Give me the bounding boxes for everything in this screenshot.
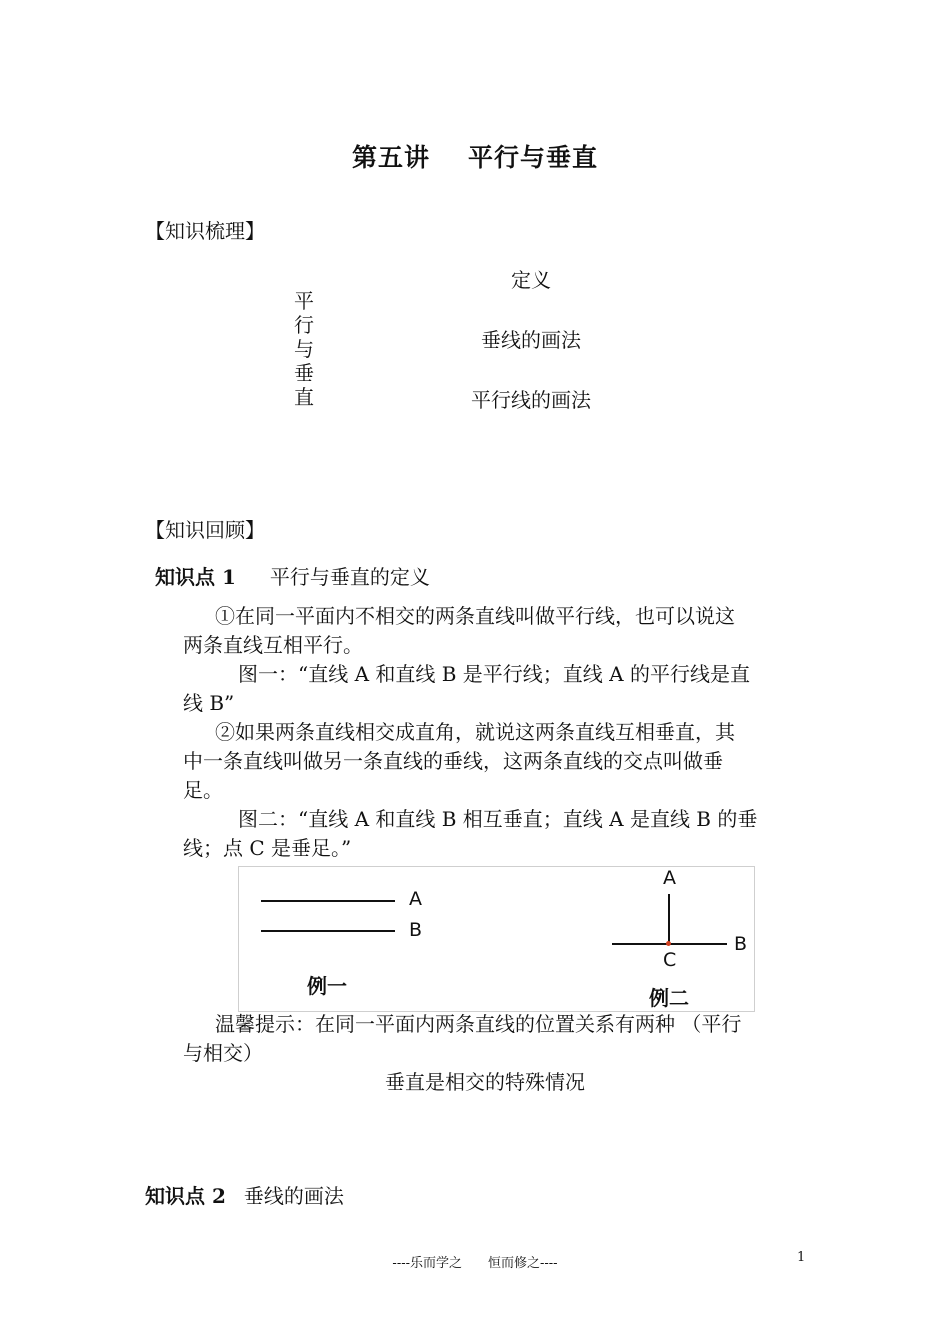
tree-root-char: 直 bbox=[294, 385, 314, 409]
tip-line1: 温馨提示：在同一平面内两条直线的位置关系有两种 （平行 bbox=[215, 1012, 742, 1036]
title-lesson-number: 第五讲 bbox=[351, 143, 430, 172]
tree-branch-definition: 定义 bbox=[511, 268, 551, 292]
footer-motto: ----乐而学之 恒而修之---- bbox=[392, 1256, 558, 1271]
tip-line3: 垂直是相交的特殊情况 bbox=[385, 1070, 585, 1094]
tree-root-char: 与 bbox=[294, 337, 314, 361]
kp1-figure2-text-line1: 图二：“直线 A 和直线 B 相互垂直；直线 A 是直线 B 的垂 bbox=[238, 807, 758, 831]
tree-root-char: 垂 bbox=[294, 361, 314, 385]
kp1-para1-line1: ①在同一平面内不相交的两条直线叫做平行线，也可以说这 bbox=[215, 604, 735, 628]
title-topic: 平行与垂直 bbox=[468, 143, 599, 172]
kp2-heading bbox=[145, 1182, 344, 1211]
tree-branch-perpendicular-drawing: 垂线的画法 bbox=[481, 328, 581, 352]
example1-caption: 例一 bbox=[307, 974, 347, 998]
example1-label-a: A bbox=[409, 888, 422, 910]
kp2-title: 垂线的画法 bbox=[243, 1184, 344, 1208]
example2-label-b: B bbox=[734, 933, 748, 955]
kp1-title: 平行与垂直的定义 bbox=[269, 565, 430, 589]
kp1-figure1-text-line2: 线 B” bbox=[183, 691, 235, 715]
example2-foot-point bbox=[666, 941, 671, 946]
tree-root-label bbox=[292, 289, 316, 409]
kp1-figure1-text-line1: 图一：“直线 A 和直线 B 是平行线；直线 A 的平行线是直 bbox=[238, 662, 750, 686]
example1-label-b: B bbox=[409, 919, 423, 941]
page-number: 1 bbox=[797, 1250, 806, 1265]
kp1-para2-line2: 中一条直线叫做另一条直线的垂线，这两条直线的交点叫做垂 bbox=[183, 749, 723, 773]
lines-example-figure bbox=[238, 866, 755, 1012]
tree-root-char: 平 bbox=[294, 289, 314, 313]
kp2-number: 知识点 2 bbox=[145, 1184, 226, 1208]
kp1-figure2-text-line2: 线；点 C 是垂足。” bbox=[183, 836, 352, 860]
section-heading-summary: 【知识梳理】 bbox=[145, 219, 265, 243]
kp1-heading bbox=[155, 563, 430, 592]
tree-root-char: 行 bbox=[294, 313, 314, 337]
kp1-para2-line3: 足。 bbox=[183, 778, 223, 802]
tree-branch-parallel-drawing: 平行线的画法 bbox=[471, 388, 591, 412]
kp1-number: 知识点 1 bbox=[155, 565, 236, 589]
example2-label-a: A bbox=[663, 867, 676, 889]
kp1-para2-line1: ②如果两条直线相交成直角，就说这两条直线互相垂直，其 bbox=[215, 720, 735, 744]
tip-line2: 与相交） bbox=[183, 1041, 263, 1065]
example2-label-c: C bbox=[663, 949, 677, 971]
example1-line-b bbox=[261, 930, 395, 932]
example2-caption: 例二 bbox=[649, 986, 689, 1010]
example2-line-a-vertical bbox=[668, 894, 670, 945]
section-heading-review: 【知识回顾】 bbox=[145, 518, 265, 542]
kp1-para1-line2: 两条直线互相平行。 bbox=[183, 633, 363, 657]
example1-line-a bbox=[261, 900, 395, 902]
page-title bbox=[0, 138, 950, 174]
